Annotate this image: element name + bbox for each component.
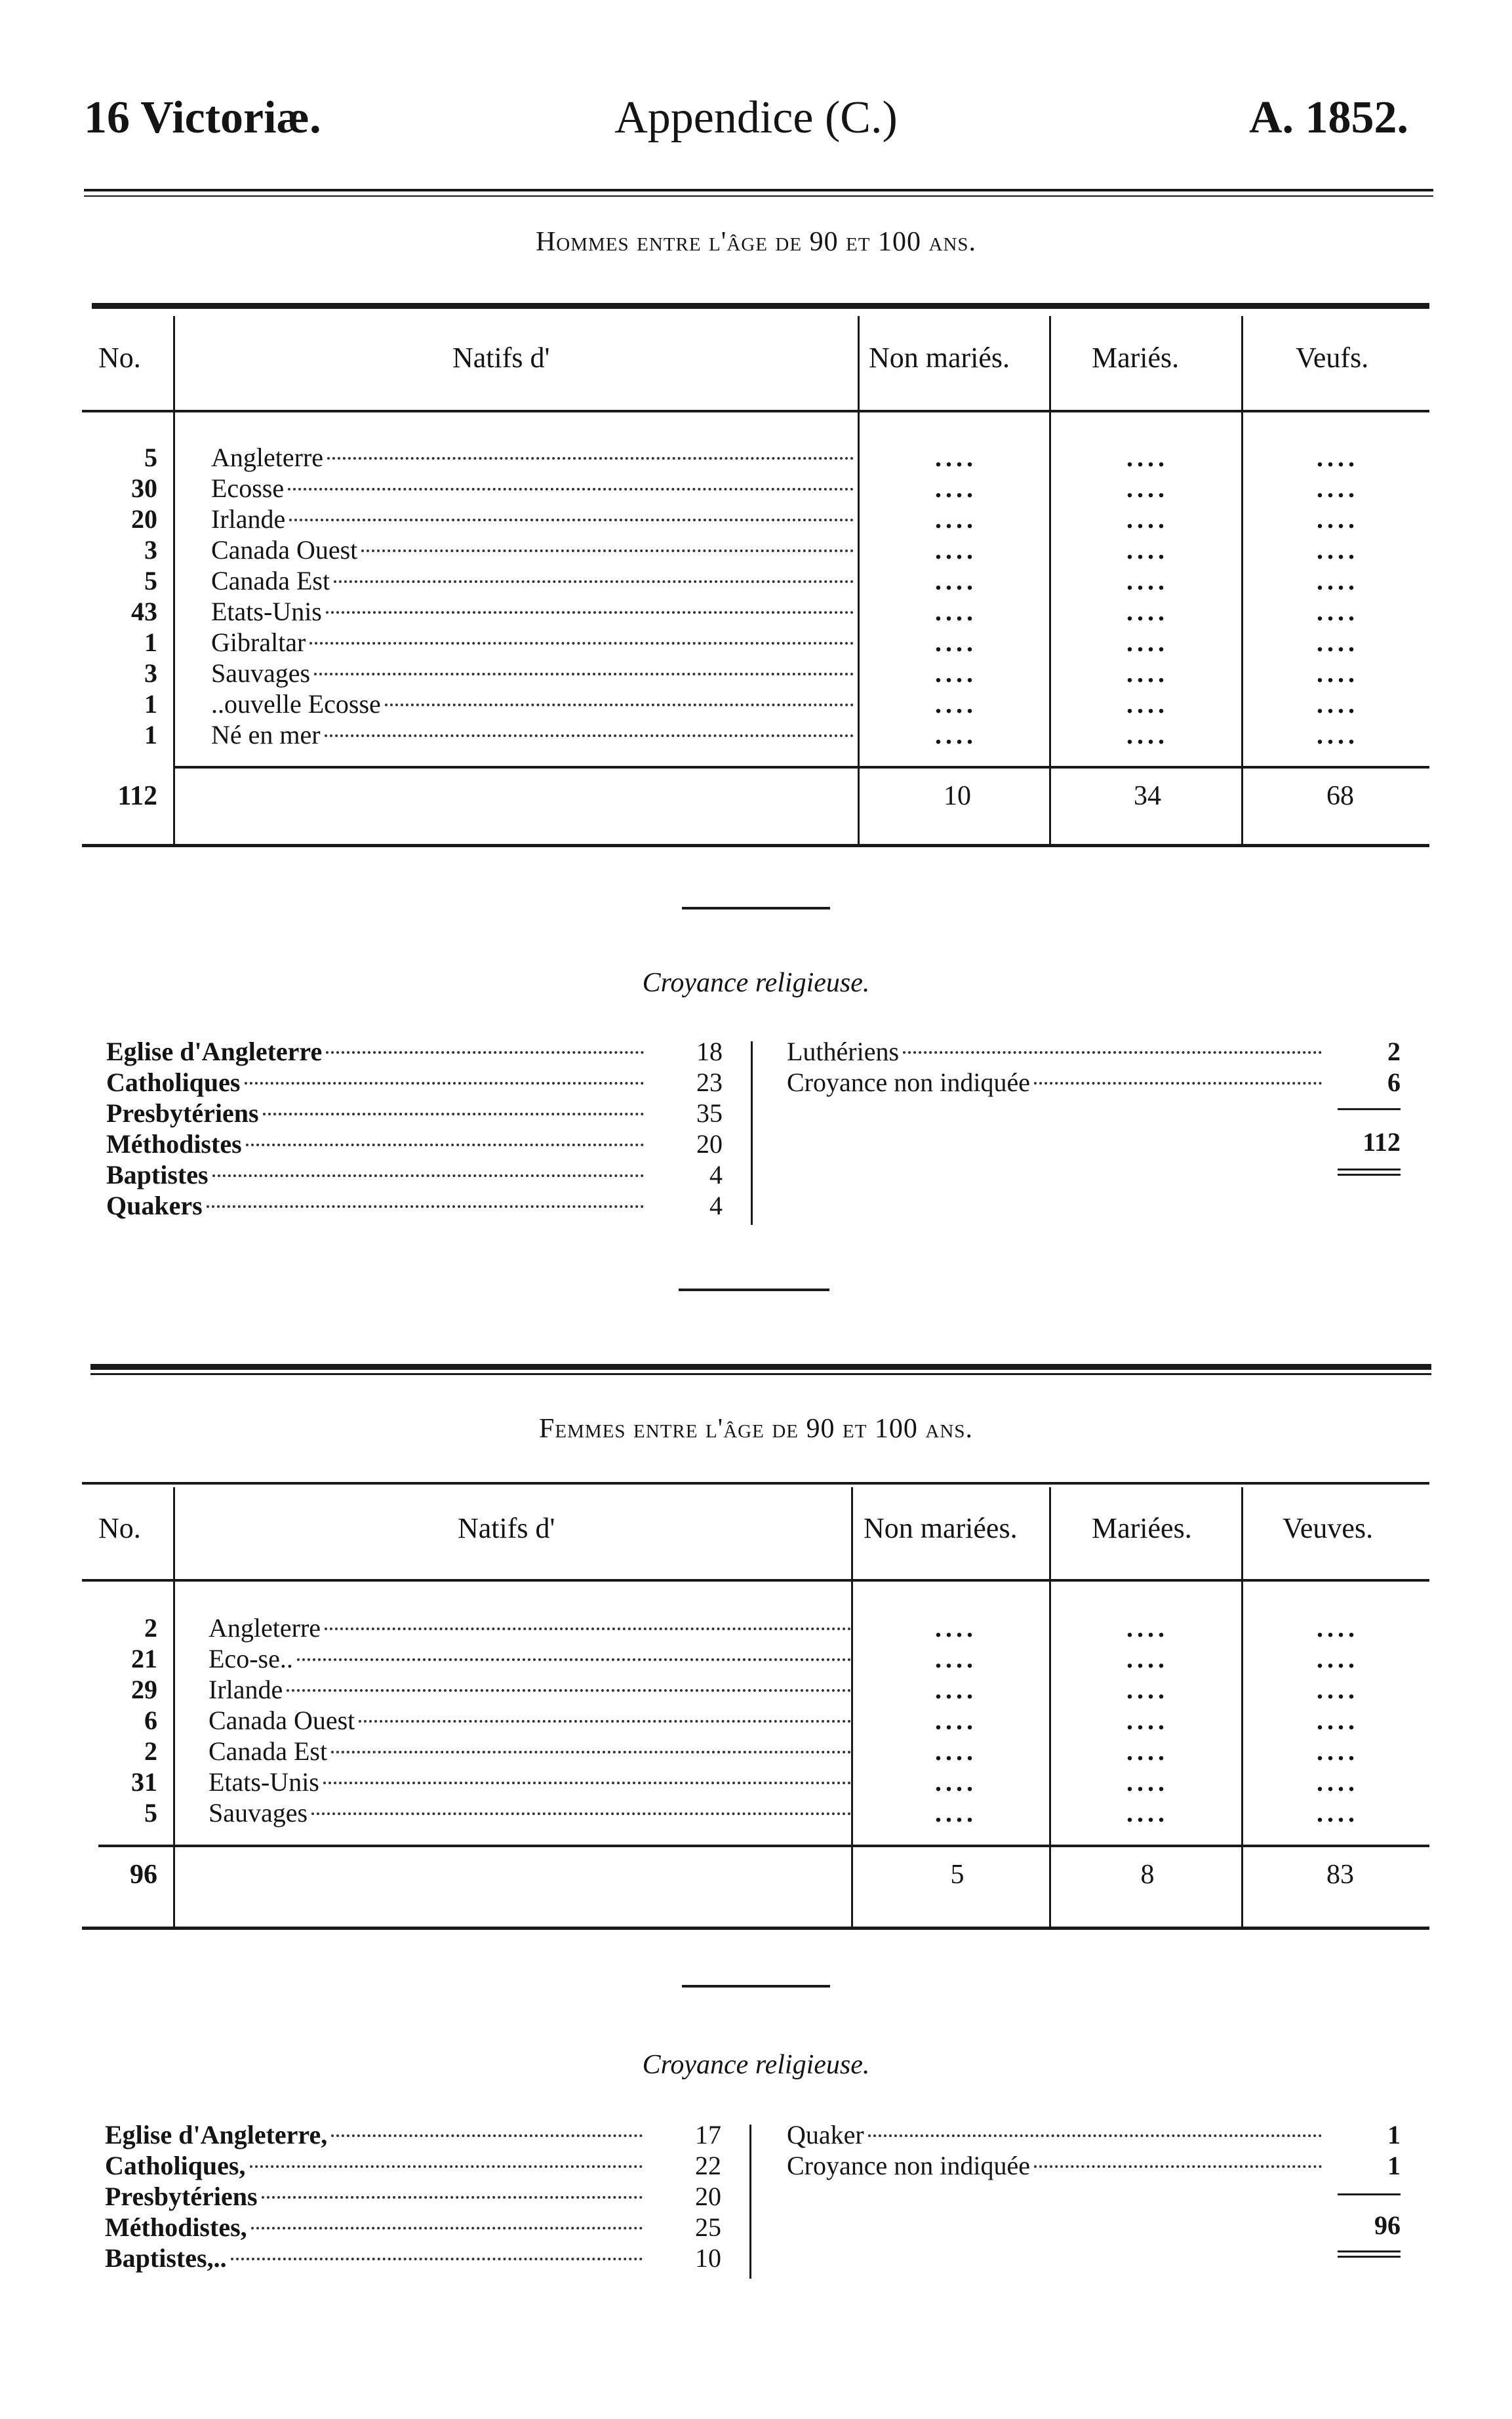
table-row <box>0 1767 1512 1797</box>
table-row <box>0 597 1512 627</box>
religion-count: 35 <box>696 1098 723 1128</box>
row-blank-cell: .... <box>935 1798 977 1828</box>
women-total-married: 8 <box>1140 1860 1155 1890</box>
row-blank-cell: .... <box>935 1644 977 1673</box>
row-blank-cell: .... <box>1317 658 1359 688</box>
row-origin-label: Canada Est <box>211 566 330 595</box>
row-blank-cell: .... <box>1317 1767 1359 1797</box>
leader-dots <box>331 1751 851 1753</box>
table-row <box>0 1798 1512 1828</box>
women-religion-total: 96 <box>1374 2210 1401 2240</box>
women-total-single: 5 <box>950 1860 965 1890</box>
religion-label: Croyance non indiquée <box>787 2151 1030 2180</box>
women-col-no: No. <box>98 1512 141 1544</box>
row-blank-cell: .... <box>1126 1798 1168 1828</box>
leader-dots <box>263 1113 644 1115</box>
religion-row <box>106 1067 723 1098</box>
women-religion-double-rule <box>1338 2256 1401 2258</box>
row-blank-cell: .... <box>935 597 977 626</box>
men-section-title: Hommes entre l'âge de 90 et 100 ans. <box>535 227 977 257</box>
religion-row <box>105 2119 721 2150</box>
men-religion-divider <box>751 1041 753 1225</box>
row-blank-cell: .... <box>1126 443 1168 472</box>
religion-row <box>106 1098 723 1129</box>
religion-label: Méthodistes, <box>105 2212 247 2242</box>
table-row <box>0 1613 1512 1643</box>
row-origin <box>209 1675 851 1705</box>
leader-dots <box>325 1628 851 1630</box>
row-blank-cell: .... <box>935 1767 977 1797</box>
row-blank-cell: .... <box>935 504 977 534</box>
row-count: 5 <box>144 566 157 595</box>
row-origin-label: Irlande <box>209 1675 283 1704</box>
row-origin-label: Irlande <box>211 504 286 534</box>
row-count: 1 <box>144 689 157 719</box>
row-count: 30 <box>131 473 157 503</box>
men-religion-title: Croyance religieuse. <box>642 968 870 998</box>
row-blank-cell: .... <box>1126 597 1168 626</box>
religion-count: 20 <box>696 1129 723 1159</box>
religion-label: Eglise d'Angleterre, <box>105 2120 328 2149</box>
women-religion-sum-rule <box>1338 2193 1401 2195</box>
religion-count: 2 <box>1387 1037 1401 1066</box>
row-origin-label: Sauvages <box>211 658 311 688</box>
table-row <box>0 1644 1512 1674</box>
leader-dots <box>1034 2165 1322 2168</box>
women-religion-double-rule <box>1338 2250 1401 2252</box>
section-divider <box>682 1985 830 1988</box>
religion-count: 20 <box>695 2182 721 2211</box>
religion-row <box>106 1159 723 1190</box>
row-blank-cell: .... <box>1317 689 1359 719</box>
religion-label: Catholiques <box>106 1068 241 1097</box>
row-count: 2 <box>144 1613 157 1643</box>
section-divider <box>682 907 830 910</box>
women-religion-title: Croyance religieuse. <box>642 2050 870 2080</box>
row-origin <box>211 566 854 596</box>
row-blank-cell: .... <box>935 1736 977 1766</box>
row-blank-cell: .... <box>1126 1613 1168 1643</box>
row-blank-cell: .... <box>1126 1644 1168 1673</box>
row-blank-cell: .... <box>1126 1767 1168 1797</box>
women-total-rule <box>98 1845 1429 1847</box>
men-religion-sum-rule <box>1338 1108 1401 1110</box>
table-row <box>0 535 1512 565</box>
religion-count: 4 <box>709 1191 723 1220</box>
women-table-bottom-rule <box>82 1927 1429 1930</box>
page-header-session: 16 Victoriæ. <box>84 92 321 143</box>
leader-dots <box>326 1051 644 1054</box>
men-total-no: 112 <box>117 781 157 811</box>
religion-row <box>106 1129 723 1159</box>
leader-dots <box>262 2196 643 2199</box>
religion-label: Croyance non indiquée <box>787 1068 1030 1097</box>
row-count: 1 <box>144 720 157 750</box>
men-header-rule <box>82 410 1429 412</box>
men-total-rule <box>173 766 1429 769</box>
row-count: 29 <box>131 1675 157 1704</box>
table-row <box>0 443 1512 473</box>
row-origin <box>211 504 854 534</box>
table-row <box>0 720 1512 750</box>
row-count: 43 <box>131 597 157 626</box>
row-origin <box>211 443 854 473</box>
row-origin-label: Eco-se.. <box>209 1644 293 1673</box>
row-origin <box>211 720 854 750</box>
section-divider <box>679 1289 829 1291</box>
leader-dots <box>289 519 854 521</box>
leader-dots <box>212 1174 644 1177</box>
religion-count: 25 <box>695 2212 721 2242</box>
women-table-top-rule <box>82 1482 1429 1485</box>
men-religion-total: 112 <box>1363 1127 1401 1157</box>
row-count: 5 <box>144 443 157 472</box>
leader-dots <box>1034 1082 1322 1085</box>
table-row <box>0 566 1512 596</box>
row-blank-cell: .... <box>1317 535 1359 565</box>
row-count: 1 <box>144 628 157 657</box>
religion-label: Méthodistes <box>106 1129 242 1159</box>
leader-dots <box>314 673 854 675</box>
row-blank-cell: .... <box>1317 1706 1359 1735</box>
row-blank-cell: .... <box>1317 720 1359 750</box>
row-count: 3 <box>144 535 157 565</box>
religion-label: Quaker <box>787 2120 864 2149</box>
row-blank-cell: .... <box>935 720 977 750</box>
row-count: 31 <box>131 1767 157 1797</box>
row-blank-cell: .... <box>1317 443 1359 472</box>
women-religion-divider <box>749 2125 751 2279</box>
row-origin-label: Angleterre <box>211 443 324 472</box>
table-row <box>0 1706 1512 1736</box>
row-origin-label: Etats-Unis <box>209 1767 319 1797</box>
leader-dots <box>231 2258 643 2260</box>
men-col-married: Mariés. <box>1092 342 1180 374</box>
men-religion-double-rule <box>1338 1174 1401 1176</box>
row-blank-cell: .... <box>1126 1706 1168 1735</box>
row-count: 2 <box>144 1736 157 1766</box>
row-blank-cell: .... <box>1126 535 1168 565</box>
row-count: 3 <box>144 658 157 688</box>
row-origin-label: Etats-Unis <box>211 597 322 626</box>
leader-dots <box>323 1782 851 1784</box>
row-origin <box>209 1644 851 1674</box>
men-total-single: 10 <box>944 781 971 811</box>
row-origin-label: Canada Est <box>209 1736 328 1766</box>
religion-row <box>106 1190 723 1221</box>
row-blank-cell: .... <box>1317 628 1359 657</box>
table-row <box>0 689 1512 719</box>
leader-dots <box>297 1658 851 1661</box>
table-row <box>0 1736 1512 1767</box>
row-count: 5 <box>144 1798 157 1828</box>
row-origin <box>211 628 854 658</box>
women-total-widowed: 83 <box>1326 1860 1354 1890</box>
row-blank-cell: .... <box>1317 1613 1359 1643</box>
women-col-single: Non mariées. <box>864 1512 1018 1544</box>
women-col-married: Mariées. <box>1092 1512 1192 1544</box>
row-origin-label: Angleterre <box>209 1613 321 1643</box>
row-blank-cell: .... <box>1126 473 1168 503</box>
row-blank-cell: .... <box>1126 504 1168 534</box>
religion-count: 17 <box>695 2120 721 2149</box>
religion-label: Luthériens <box>787 1037 900 1066</box>
religion-row <box>787 2150 1401 2181</box>
row-origin <box>211 689 854 719</box>
women-col-widowed: Veuves. <box>1283 1512 1374 1544</box>
row-blank-cell: .... <box>1317 597 1359 626</box>
women-section-title: Femmes entre l'âge de 90 et 100 ans. <box>539 1414 973 1444</box>
religion-label: Catholiques, <box>105 2151 246 2180</box>
row-blank-cell: .... <box>1126 628 1168 657</box>
leader-dots <box>250 2165 643 2168</box>
row-blank-cell: .... <box>1126 658 1168 688</box>
row-blank-cell: .... <box>1317 1798 1359 1828</box>
religion-count: 4 <box>709 1160 723 1190</box>
religion-row <box>105 2181 721 2212</box>
men-table-top-rule <box>92 303 1429 309</box>
men-religion-double-rule <box>1338 1169 1401 1170</box>
row-origin-label: Né en mer <box>211 720 321 750</box>
row-blank-cell: .... <box>935 1613 977 1643</box>
leader-dots <box>361 550 854 552</box>
religion-count: 23 <box>696 1068 723 1097</box>
leader-dots <box>207 1205 644 1208</box>
leader-dots <box>868 2134 1322 2137</box>
row-blank-cell: .... <box>935 1706 977 1735</box>
row-blank-cell: .... <box>1317 1644 1359 1673</box>
row-origin <box>209 1736 851 1767</box>
men-col-single: Non mariés. <box>869 342 1010 374</box>
religion-row <box>787 1036 1401 1067</box>
table-row <box>0 658 1512 689</box>
religion-count: 22 <box>695 2151 721 2180</box>
religion-label: Eglise d'Angleterre <box>106 1037 323 1066</box>
row-origin <box>211 658 854 689</box>
leader-dots <box>245 1082 645 1085</box>
row-origin <box>209 1613 851 1643</box>
men-col-no: No. <box>98 342 141 374</box>
women-total-no: 96 <box>130 1860 157 1890</box>
row-blank-cell: .... <box>1126 1736 1168 1766</box>
religion-count: 1 <box>1387 2151 1401 2180</box>
religion-label: Presbytériens <box>105 2182 258 2211</box>
men-total-married: 34 <box>1134 781 1161 811</box>
row-origin-label: Canada Ouest <box>209 1706 355 1735</box>
men-col-widowed: Veufs. <box>1296 342 1369 374</box>
women-header-rule <box>82 1579 1429 1582</box>
religion-count: 18 <box>696 1037 723 1066</box>
religion-count: 6 <box>1387 1068 1401 1097</box>
row-origin <box>209 1798 851 1828</box>
leader-dots <box>385 704 854 706</box>
leader-dots <box>309 642 854 645</box>
table-row <box>0 628 1512 658</box>
women-col-origin: Natifs d' <box>458 1512 555 1544</box>
row-origin <box>209 1767 851 1797</box>
row-blank-cell: .... <box>1317 504 1359 534</box>
row-blank-cell: .... <box>1317 1736 1359 1766</box>
religion-label: Baptistes,.. <box>105 2243 227 2273</box>
religion-row <box>105 2212 721 2243</box>
row-blank-cell: .... <box>935 628 977 657</box>
leader-dots <box>326 611 854 614</box>
leader-dots <box>359 1720 851 1723</box>
row-origin-label: Sauvages <box>209 1798 308 1828</box>
row-blank-cell: .... <box>1126 689 1168 719</box>
section-heavy-rule-thin <box>90 1373 1431 1375</box>
row-origin <box>211 473 854 504</box>
leader-dots <box>334 580 854 583</box>
row-blank-cell: .... <box>1126 720 1168 750</box>
leader-dots <box>246 1144 644 1146</box>
religion-label: Baptistes <box>106 1160 209 1190</box>
religion-row <box>787 2119 1401 2150</box>
leader-dots <box>325 734 854 737</box>
religion-label: Quakers <box>106 1191 203 1220</box>
table-row <box>0 1675 1512 1705</box>
table-row <box>0 473 1512 504</box>
leader-dots <box>327 457 854 460</box>
religion-count: 10 <box>695 2243 721 2273</box>
religion-row <box>787 1067 1401 1098</box>
row-blank-cell: .... <box>935 443 977 472</box>
row-count: 21 <box>131 1644 157 1673</box>
row-blank-cell: .... <box>935 689 977 719</box>
header-rule-thin <box>84 195 1433 197</box>
page-header-year: A. 1852. <box>1249 92 1409 143</box>
header-rule <box>84 189 1433 191</box>
row-count: 20 <box>131 504 157 534</box>
leader-dots <box>287 1689 851 1692</box>
page-header-title: Appendice (C.) <box>614 92 898 143</box>
row-blank-cell: .... <box>935 473 977 503</box>
row-blank-cell: .... <box>935 1675 977 1704</box>
row-origin-label: ..ouvelle Ecosse <box>211 689 381 719</box>
row-blank-cell: .... <box>1317 1675 1359 1704</box>
row-blank-cell: .... <box>935 535 977 565</box>
row-origin-label: Ecosse <box>211 473 285 503</box>
row-origin-label: Gibraltar <box>211 628 306 657</box>
section-heavy-rule <box>90 1364 1431 1370</box>
row-origin-label: Canada Ouest <box>211 535 358 565</box>
men-table-bottom-rule <box>82 844 1429 847</box>
religion-row <box>105 2243 721 2273</box>
religion-label: Presbytériens <box>106 1098 259 1128</box>
row-origin <box>211 597 854 627</box>
row-blank-cell: .... <box>1317 566 1359 595</box>
leader-dots <box>288 488 854 490</box>
row-blank-cell: .... <box>1126 1675 1168 1704</box>
row-blank-cell: .... <box>935 658 977 688</box>
row-blank-cell: .... <box>1317 473 1359 503</box>
leader-dots <box>331 2134 643 2137</box>
men-total-widowed: 68 <box>1326 781 1354 811</box>
leader-dots <box>251 2227 643 2229</box>
leader-dots <box>903 1051 1322 1054</box>
men-col-origin: Natifs d' <box>452 342 550 374</box>
row-origin <box>211 535 854 565</box>
religion-count: 1 <box>1387 2120 1401 2149</box>
religion-row <box>105 2150 721 2181</box>
table-row <box>0 504 1512 534</box>
row-blank-cell: .... <box>1126 566 1168 595</box>
leader-dots <box>311 1812 851 1815</box>
row-origin <box>209 1706 851 1736</box>
row-blank-cell: .... <box>935 566 977 595</box>
row-count: 6 <box>144 1706 157 1735</box>
religion-row <box>106 1036 723 1067</box>
